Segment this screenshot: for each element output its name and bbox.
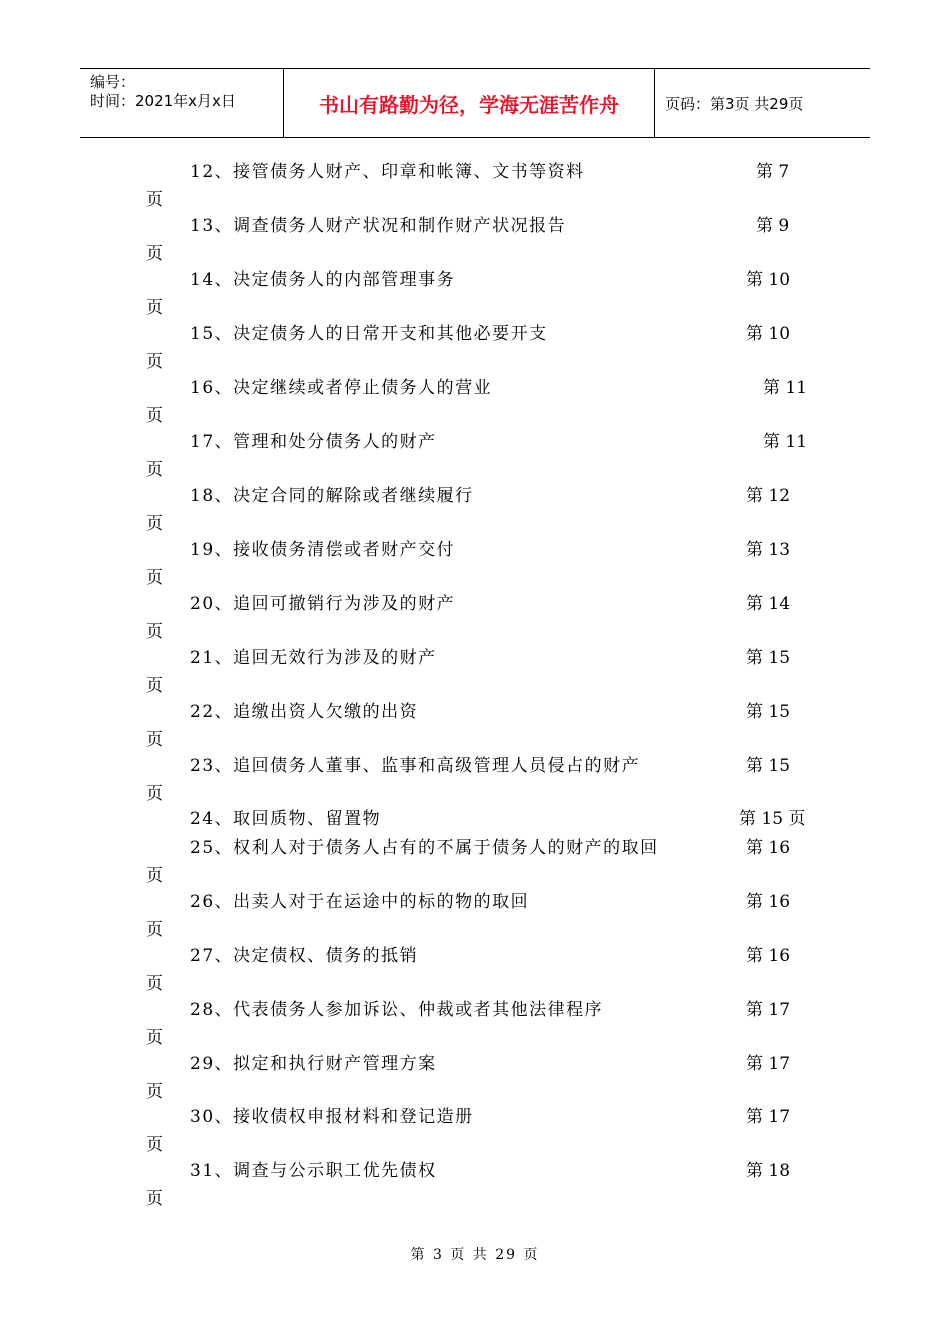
toc-entry-page-suffix: 页 [146, 974, 163, 994]
toc-entry [0, 999, 950, 1049]
toc-entry-title: 17、管理和处分债务人的财产 [190, 432, 437, 452]
toc-entry-title: 16、决定继续或者停止债务人的营业 [190, 378, 493, 398]
header-meta-cell [80, 69, 283, 137]
toc-entry-title: 26、出卖人对于在运途中的标的物的取回 [190, 892, 530, 912]
toc-entry [0, 808, 950, 834]
toc-entry [0, 161, 950, 211]
toc-entry-title: 12、接管债务人财产、印章和帐簿、文书等资料 [190, 162, 585, 182]
toc-entry-page: 第 15 [746, 756, 791, 776]
toc-entry-title: 19、接收债务清偿或者财产交付 [190, 540, 456, 560]
toc-entry-page: 第 15 [746, 648, 791, 668]
toc-entry [0, 945, 950, 995]
toc-entry-title: 21、追回无效行为涉及的财产 [190, 648, 437, 668]
toc-entry-page-suffix: 页 [146, 784, 163, 804]
toc-entry-page-suffix: 页 [146, 730, 163, 750]
toc-entry-title: 24、取回质物、留置物 [190, 809, 382, 829]
toc-entry-page: 第 16 [746, 838, 791, 858]
toc-entry-title: 25、权利人对于债务人占有的不属于债务人的财产的取回 [190, 838, 659, 858]
header-motto-cell [283, 69, 655, 137]
toc-entry-page: 第 15 [746, 702, 791, 722]
toc-entry-page-suffix: 页 [146, 1082, 163, 1102]
toc-entry-page: 第 18 [746, 1161, 791, 1181]
toc-entry [0, 539, 950, 589]
toc-entry [0, 1106, 950, 1156]
toc-entry-title: 30、接收债权申报材料和登记造册 [190, 1107, 474, 1127]
toc-entry-page-suffix: 页 [146, 676, 163, 696]
toc-entry-title: 15、决定债务人的日常开支和其他必要开支 [190, 324, 548, 344]
toc-entry-page: 第 17 [746, 1000, 791, 1020]
toc-entry-page-suffix: 页 [146, 244, 163, 264]
toc-entry-page: 第 16 [746, 946, 791, 966]
header-motto: 书山有路勤为径，学海无涯苦作舟 [319, 93, 619, 117]
page-footer: 第 3 页 共 29 页 [410, 1247, 540, 1263]
toc-entry-page: 第 12 [746, 486, 791, 506]
toc-entry-title: 18、决定合同的解除或者继续履行 [190, 486, 474, 506]
toc-entry [0, 593, 950, 643]
toc-entry-title: 14、决定债务人的内部管理事务 [190, 270, 456, 290]
toc-entry-page: 第 11 [763, 432, 808, 452]
toc-entry-title: 20、追回可撤销行为涉及的财产 [190, 594, 456, 614]
toc-entry [0, 891, 950, 941]
toc-entry [0, 1053, 950, 1103]
toc-entry [0, 377, 950, 427]
page-header [80, 68, 870, 138]
header-page-cell [655, 69, 870, 137]
toc-entry-page-suffix: 页 [146, 1135, 163, 1155]
toc-entry-page-suffix: 页 [146, 866, 163, 886]
toc-entry-page: 第 7 [756, 162, 790, 182]
document-number-label: 编号： [90, 73, 136, 91]
toc-entry-page-suffix: 页 [146, 568, 163, 588]
toc-entry [0, 269, 950, 319]
toc-entry-page-suffix: 页 [146, 1028, 163, 1048]
toc-entry-title: 13、调查债务人财产状况和制作财产状况报告 [190, 216, 567, 236]
toc-entry-page: 第 14 [746, 594, 791, 614]
toc-entry-page: 第 11 [763, 378, 808, 398]
toc-entry-page: 第 16 [746, 892, 791, 912]
toc-entry-page-suffix: 页 [146, 1189, 163, 1209]
toc-entry [0, 701, 950, 751]
toc-entry-page-suffix: 页 [146, 622, 163, 642]
toc-entry-page: 第 15 页 [739, 809, 806, 829]
toc-entry-page: 第 9 [756, 216, 790, 236]
toc-entry-page: 第 17 [746, 1107, 791, 1127]
toc-entry [0, 431, 950, 481]
toc-entry-page-suffix: 页 [146, 460, 163, 480]
toc-entry-page: 第 13 [746, 540, 791, 560]
toc-entry-page-suffix: 页 [146, 406, 163, 426]
toc-entry [0, 215, 950, 265]
toc-entry-page: 第 10 [746, 324, 791, 344]
header-page-info: 页码：第3页 共29页 [665, 95, 804, 113]
toc-entry-page-suffix: 页 [146, 190, 163, 210]
toc-entry-title: 29、拟定和执行财产管理方案 [190, 1054, 437, 1074]
toc-entry-title: 27、决定债权、债务的抵销 [190, 946, 419, 966]
toc-entry-page-suffix: 页 [146, 352, 163, 372]
toc-entry [0, 755, 950, 805]
toc-entry-title: 31、调查与公示职工优先债权 [190, 1161, 437, 1181]
toc-entry-title: 22、追缴出资人欠缴的出资 [190, 702, 419, 722]
toc-entry [0, 485, 950, 535]
document-date: 时间：2021年x月x日 [90, 92, 236, 110]
toc-entry [0, 837, 950, 887]
toc-entry-page-suffix: 页 [146, 298, 163, 318]
toc-entry-page-suffix: 页 [146, 514, 163, 534]
toc-entry [0, 647, 950, 697]
toc-entry-page: 第 17 [746, 1054, 791, 1074]
toc-entry-title: 28、代表债务人参加诉讼、仲裁或者其他法律程序 [190, 1000, 604, 1020]
toc-entry-page: 第 10 [746, 270, 791, 290]
toc-entry [0, 323, 950, 373]
toc-entry-page-suffix: 页 [146, 920, 163, 940]
toc-entry-title: 23、追回债务人董事、监事和高级管理人员侵占的财产 [190, 756, 641, 776]
toc-entry [0, 1160, 950, 1210]
